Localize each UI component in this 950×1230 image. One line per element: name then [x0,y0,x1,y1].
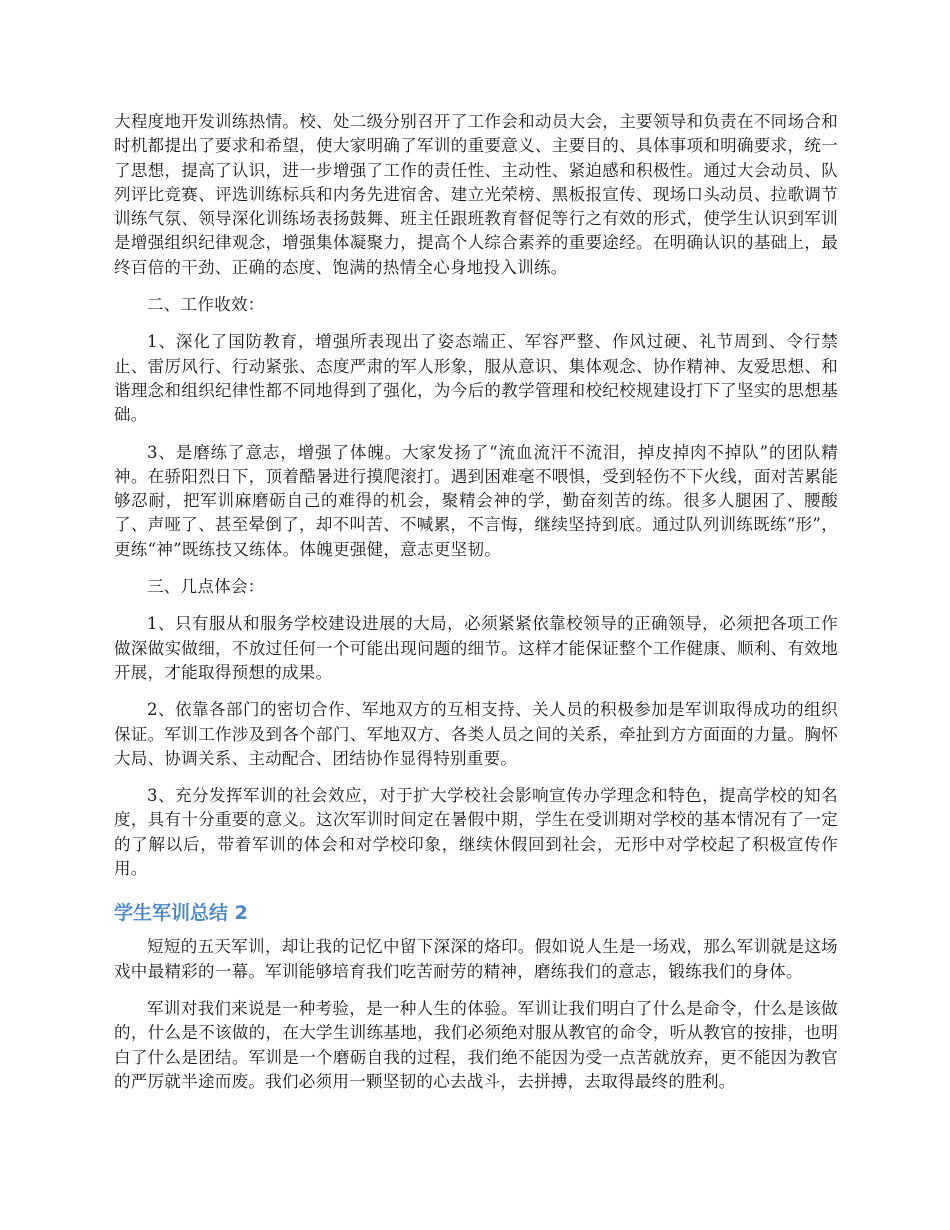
paragraph-experience-3: 3、充分发挥军训的社会效应，对于扩大学校社会影响宣传办学理念和特色，提高学校的知名度，具有十分重要的意义。这次军训时间定在暑假中期，学生在受训期对学校的基本情况有了一定的了解以后，带着军训的体会和对学校印象，继续休假回到社会，无形中对学校起了积极宣传作用。 [114,786,838,879]
paragraph-experience-1: 1、只有服从和服务学校建设进展的大局，必须紧紧依靠校领导的正确领导，必须把各项工作做深做实做细，不放过任何一个可能出现问题的细节。这样才能保证整个工作健康、顺利、有效地开展，才能取得预想的成果。 [114,614,838,682]
paragraph-experience-2: 2、依靠各部门的密切合作、军地双方的互相支持、关人员的积极参加是军训取得成功的组织保证。军训工作涉及到各个部门、军地双方、各类人员之间的关系，牵扯到方方面面的力量。胸怀大局、协调关系、主动配合、团结协作显得特别重要。 [114,700,838,768]
section-title-experiences: 三、几点体会： [147,577,265,597]
paragraph-result-1: 1、深化了国防教育，增强所表现出了姿态端正、军容严整、作风过硬、礼节周到、令行禁止、雷厉风行、行动紧张、态度严肃的军人形象，服从意识、集体观念、协作精神、友爱思想、和谐理念和组织纪律性都不同地得到了强化，为今后的教学管理和校纪校规建设打下了坚实的思想基础。 [114,332,838,425]
paragraph-summary-body: 军训对我们来说是一种考验，是一种人生的体验。军训让我们明白了什么是命令，什么是该做的，什么是不该做的，在大学生训练基地，我们必须绝对服从教官的命令，听从教官的按排，也明白了什么是团结。军训是一个磨砺自我的过程，我们绝不能因为受一点苦就放弃，更不能因为教官的严厉就半途而废。我们必须用一颗坚韧的心去战斗，去拼搏，去取得最终的胜利。 [114,998,838,1091]
paragraph-continuation: 大程度地开发训练热情。校、处二级分别召开了工作会和动员大会，主要领导和负责在不同场合和时机都提出了要求和希望，使大家明确了军训的重要意义、主要目的、具体事项和明确要求，统一了思想，提高了认识，进一步增强了工作的责任性、主动性、紧迫感和积极性。通过大会动员、队列评比竞赛、评选训练标兵和内务先进宿舍、建立光荣榜、黑板报宣传、现场口头动员、拉歌调节训练气氛、领导深化训练场表扬鼓舞、班主任跟班教育督促等行之有效的形式，使学生认识到军训是增强组织纪律观念，增强集体凝聚力，提高个人综合素养的重要途经。在明确认识的基础上，最终百倍的干劲、正确的态度、饱满的热情全心身地投入训练。 [114,112,838,277]
paragraph-summary-intro: 短短的五天军训，却让我的记忆中留下深深的烙印。假如说人生是一场戏，那么军训就是这场戏中最精彩的一幕。军训能够培育我们吃苦耐劳的精神，磨练我们的意志，锻练我们的身体。 [114,937,838,981]
paragraph-result-3: 3、是磨练了意志，增强了体魄。大家发扬了“流血流汗不流泪，掉皮掉肉不掉队”的团队精神。在骄阳烈日下，顶着酷暑进行摸爬滚打。遇到困难毫不喂惧，受到轻伤不下火线，面对苦累能够忍耐，把军训麻磨砺自己的难得的机会，聚精会神的学，勤奋刻苦的练。很多人腿困了、腰酸了、声哑了、甚至晕倒了，却不叫苦、不喊累，不言悔，继续坚持到底。通过队列训练既练“形”，更练“神”既练技又练体。体魄更强健，意志更坚韧。 [114,442,838,559]
article-heading: 学生军训总结 2 [114,902,248,925]
section-title-work-results: 二、工作收效： [147,295,265,315]
